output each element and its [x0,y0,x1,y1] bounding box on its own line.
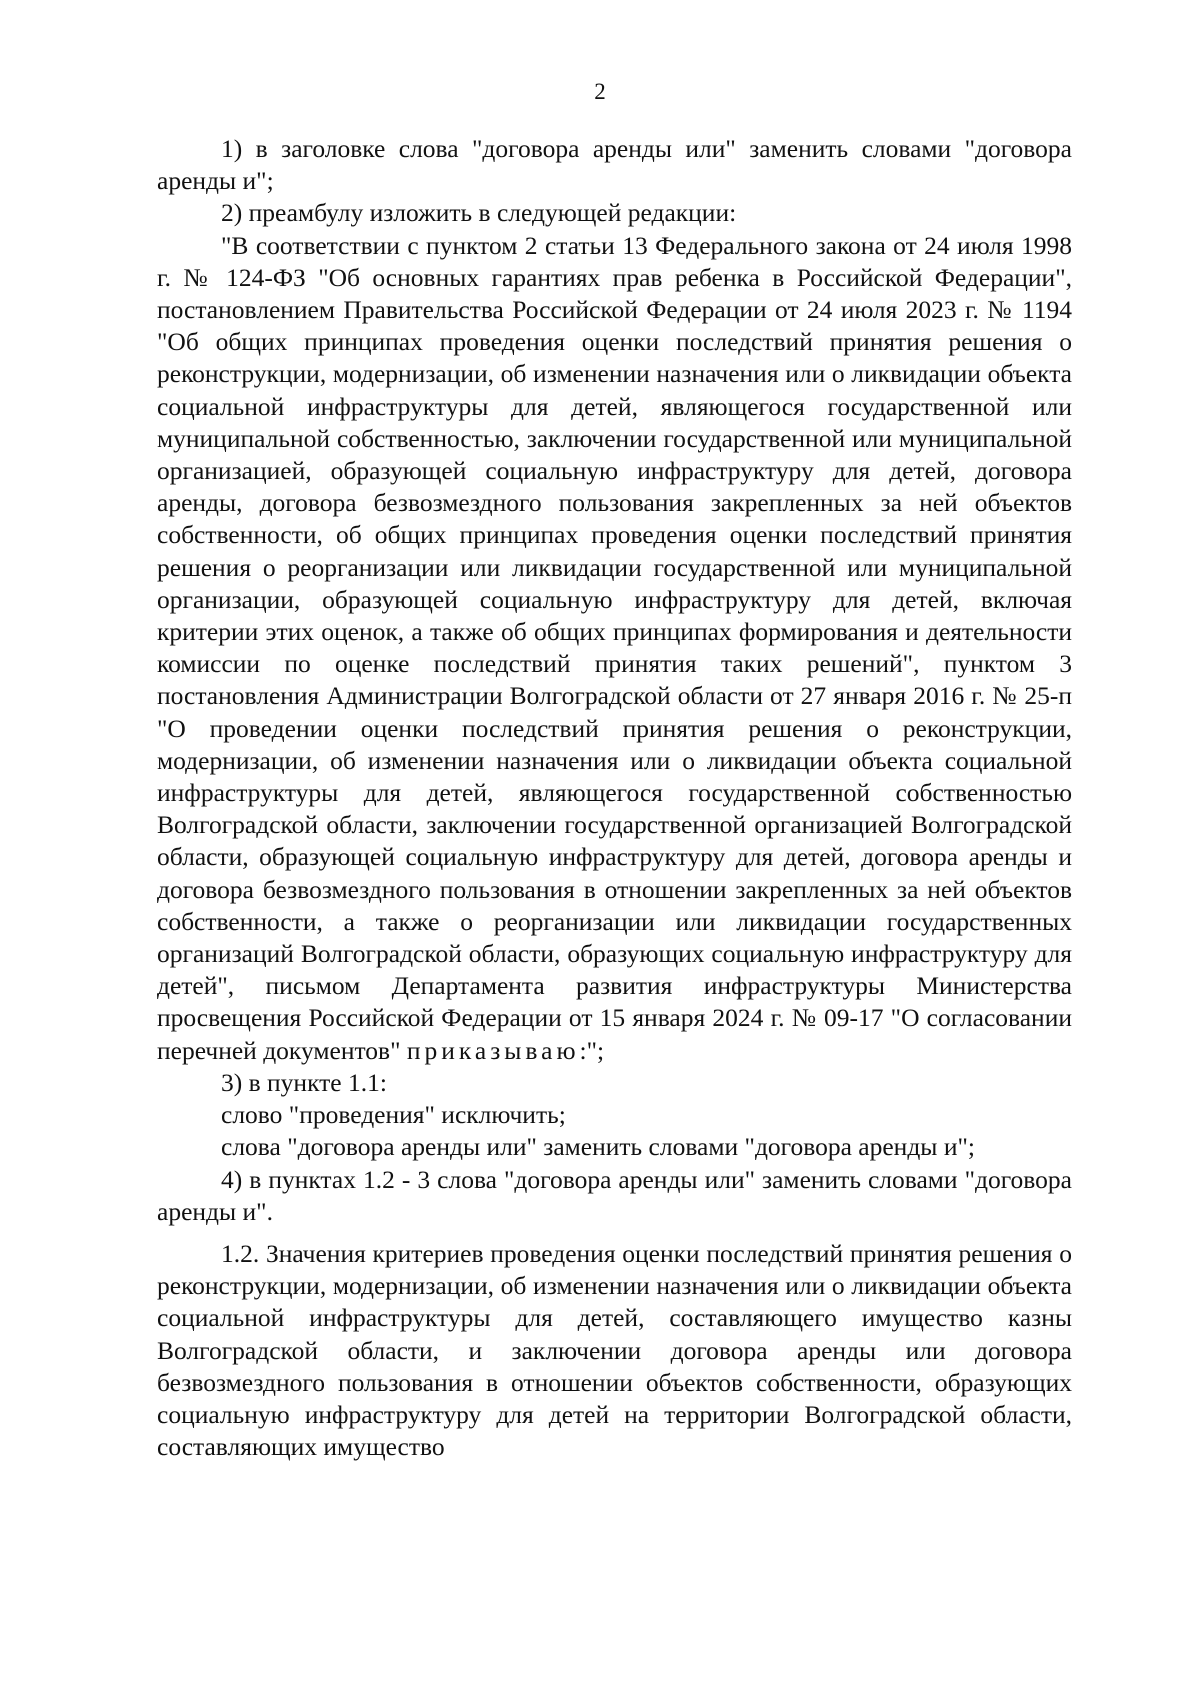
paragraph-item-4: 4) в пунктах 1.2 - 3 слова "договора аренды или" заменить словами "договора аренды и". [157,1164,1072,1226]
preamble-end: :"; [579,1035,605,1065]
paragraph-section-1-2: 1.2. Значения критериев проведения оценки последствий принятия решения о реконструкции, модернизации, об изменении назначения или о ликвидации объекта социальной инфраструктуры для детей, составляющего имущество казны Волгоградской области, и заключении договора аренды или договора безвозмездного пользования в отношении объектов собственности, образующих социальную инфраструктуру для детей на территории Волгоградской области, составляющих имущество [157,1238,1072,1462]
paragraph-item-1: 1) в заголовке слова "договора аренды или" заменить словами "договора аренды и"; [157,134,1072,196]
order-word: приказываю [406,1035,580,1065]
paragraph-replace: слова "договора аренды или" заменить словами "договора аренды и"; [221,1132,975,1162]
paragraph-item-3: 3) в пункте 1.1: [221,1067,387,1097]
paragraph-item-2: 2) преамбулу изложить в следующей редакции: [221,198,737,228]
paragraph-exclude: слово "проведения" исключить; [221,1100,566,1130]
paragraph-preamble [157,230,1072,1067]
preamble-text: "В соответствии с пунктом 2 статьи 13 Федерального закона от 24 июля 1998 г. № 124-ФЗ "Об основных гарантиях прав ребенка в Российской Федерации", постановлением Правительства Российской Федерации от 24 июля 2023 г. № 1194 "Об общих принципах проведения оценки последствий принятия решения о реконструкции, модернизации, об изменении назначения или о ликвидации объекта социальной инфраструктуры для детей, являющегося государственной или муниципальной собственностью, заключении государственной или муниципальной организацией, образующей социальную инфраструктуру для детей, договора аренды, договора безвозмездного пользования закрепленных за ней объектов собственности, об общих принципах проведения оценки последствий принятия решения о реорганизации или ликвидации государственной или муниципальной организации, образующей социальную инфраструктуру для детей, включая критерии этих оценок, а также об общих принципах формирования и деятельности комиссии по оценке последствий принятия таких решений", пунктом 3 постановления Администрации Волгоградской области от 27 января 2016 г. № 25-п "О проведении оценки последствий принятия решения о реконструкции, модернизации, об изменении назначения или о ликвидации объекта социальной инфраструктуры для детей, являющегося государственной собственностью Волгоградской области, заключении государственной организацией Волгоградской области, образующей социальную инфраструктуру для детей, договора аренды и договора безвозмездного пользования в отношении закрепленных за ней объектов собственности, а также о реорганизации или ликвидации государственных организаций Волгоградской области, образующих социальную инфраструктуру для детей", письмом Департамента развития инфраструктуры Министерства просвещения Российской Федерации от 15 января 2024 г. № 09-17 "О согласовании перечней документов" [157,230,1072,1065]
page-number: 2 [594,79,606,104]
document-body [157,133,1072,1463]
